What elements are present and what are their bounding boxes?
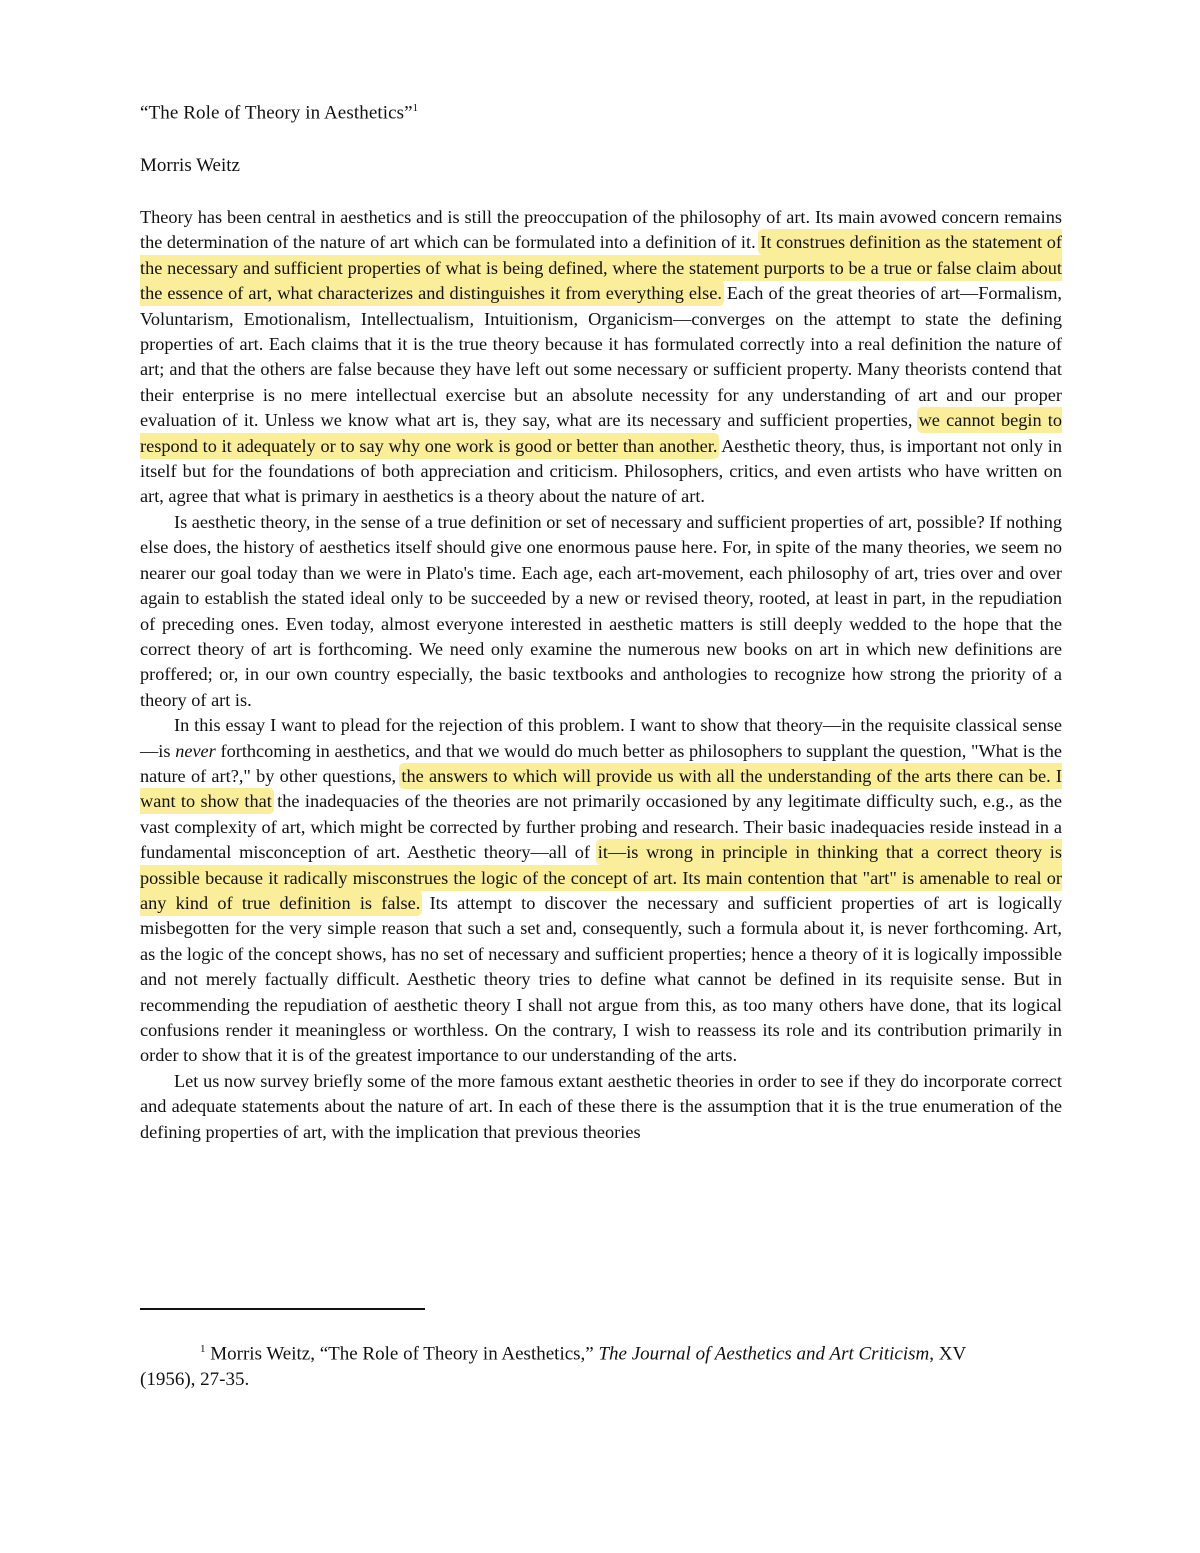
paragraph-text: Theory has been central in aesthetics and is still the preoccupation of the philosophy of art. Its main avowed concern remains the determination of the nature of art which can be formulated into a definition of it. (140, 207, 1062, 253)
paragraph (140, 510, 1062, 713)
paragraph-text: Its attempt to discover the necessary and sufficient properties of art is logically misbegotten for the very simple reason that such a set and, consequently, such a formula about it, is never forthcoming. Art, as the logic of the concept shows, has no set of necessary and sufficient properties; hence a theory of it is logically impossible and not merely factually difficult. Aesthetic theory tries to define what cannot be defined in its requisite sense. But in recommending the repudiation of aesthetic theory I shall not argue from this, as too many others have done, that its logical confusions render it meaningless or worthless. On the contrary, I wish to reassess its role and its contribution primarily in order to show that it is of the greatest importance to our understanding of the arts. (140, 892, 1062, 1066)
footnote-text-before: Morris Weitz, “The Role of Theory in Aesthetics,” (205, 1343, 599, 1365)
paragraph-text: the inadequacies of the theories are not primarily occasioned by any legitimate difficulty such, e.g., as the vast complexity of art, which might be corrected by further probing and research. Their basic inadequacies reside instead in a fundamental misconception of art. Aesthetic theory—all of (140, 791, 1062, 863)
highlighted-text: It construes definition as the statement of the necessary and sufficient properties of what is being defined, where the statement purports to be a true or false claim about the essence of art, what characterizes and distinguishes it from everything else. (140, 232, 1062, 304)
highlighted-text: it—is wrong in principle in thinking that a correct theory is possible because it radically misconstrues the logic of the concept of art. Its main contention that "art" is amenable to real or any kind of true definition is false. (140, 842, 1062, 913)
paragraph-text: Let us now survey briefly some of the more famous extant aesthetic theories in order to see if they do incorporate correct and adequate statements about the nature of art. In each of these there is the assumption that it is the true enumeration of the defining properties of art, with the implication that previous theories (140, 1070, 1062, 1142)
footnote-divider (140, 1308, 425, 1310)
paragraph-text: forthcoming in aesthetics, and that we would do much better as philosophers to supplant the question, "What is the nature of art?," by other questions, (140, 740, 1062, 786)
author-name: Morris Weitz (140, 155, 240, 176)
footnote-journal: The Journal of Aesthetics and Art Criticism (598, 1343, 930, 1365)
highlighted-text: we cannot begin to respond to it adequately or to say why one work is good or better than another. (140, 410, 1062, 456)
paragraph (140, 713, 1062, 1069)
footnote-marker: 1 (200, 1343, 206, 1355)
body-text (140, 205, 1062, 1145)
paragraph-text: Each of the great theories of art—Formalism, Voluntarism, Emotionalism, Intellectualism, Intuitionism, Organicism—converges on the attempt to state the defining properties of art. Each claims that it is the true theory because it has formulated correctly into a real definition the nature of art; and that the others are false because they have left out some necessary or sufficient property. Many theorists contend that their enterprise is no mere intellectual exercise but an absolute necessity for any understanding of art and our proper evaluation of it. Unless we know what art is, they say, what are its necessary and sufficient properties, (140, 283, 1062, 431)
document-title (140, 102, 418, 124)
paragraph-text: In this essay I want to plead for the rejection of this problem. I want to show that theory—in the requisite classical sense—is (140, 715, 1062, 761)
highlighted-text: the answers to which will provide us with all the understanding of the arts there can be. I want to show that (140, 765, 1063, 812)
paragraph (140, 1069, 1062, 1145)
title-text: “The Role of Theory in Aesthetics” (140, 102, 413, 124)
title-footnote-marker: 1 (412, 102, 419, 114)
paragraph-text: Is aesthetic theory, in the sense of a true definition or set of necessary and sufficient properties of art, possible? If nothing else does, the history of aesthetics itself should give one enormous pause here. For, in spite of the many theories, we seem no nearer our goal today than we were in Plato's time. Each age, each art-movement, each philosophy of art, tries over and over again to establish the stated ideal only to be succeeded by a new or revised theory, rooted, at least in part, in the repudiation of preceding ones. Even today, almost everyone interested in aesthetic matters is still deeply wedded to the hope that the correct theory of art is forthcoming. We need only examine the numerous new books on art in which new definitions are proffered; or, in our own country especially, the basic textbooks and anthologies to recognize how strong the priority of a theory of art is. (140, 511, 1062, 710)
footnote-text-after: , XV (1956), 27-35. (140, 1343, 966, 1391)
paragraph (140, 205, 1062, 510)
footnote (140, 1336, 980, 1393)
italic-text: never (175, 740, 216, 761)
paragraph-text: Aesthetic theory, thus, is important not only in itself but for the foundations of both appreciation and criticism. Philosophers, critics, and even artists who have written on art, agree that what is primary in aesthetics is a theory about the nature of art. (140, 435, 1062, 507)
